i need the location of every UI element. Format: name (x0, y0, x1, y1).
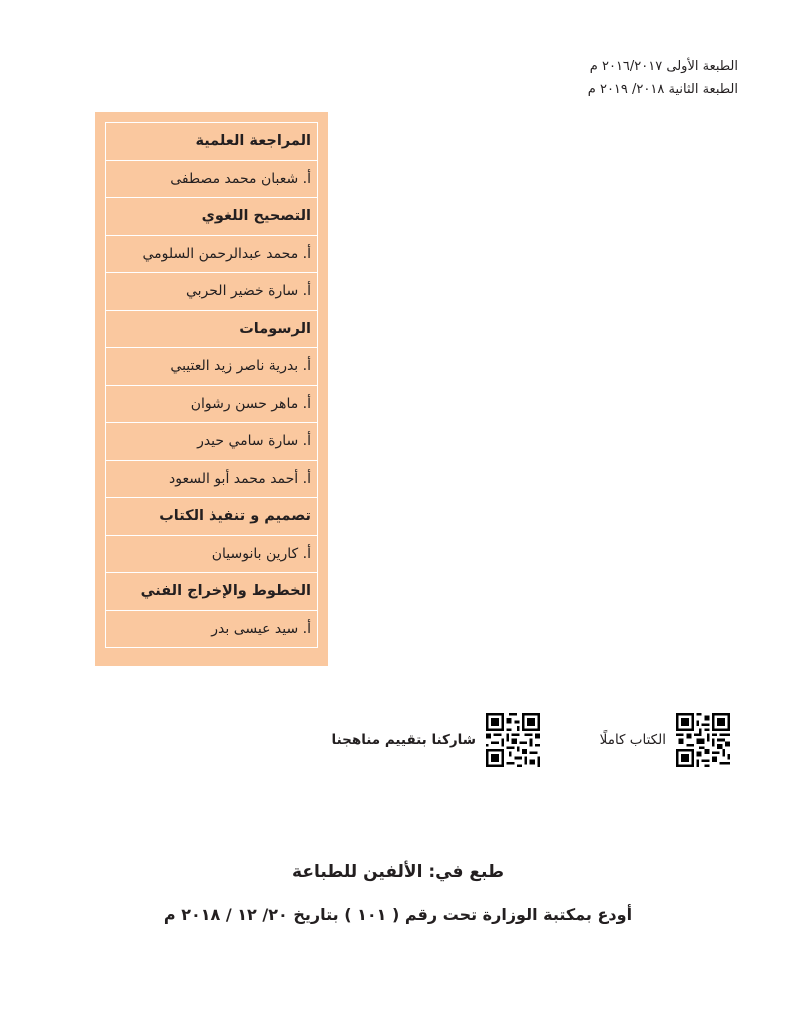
credits-name-row (106, 535, 318, 573)
credits-heading: المراجعة العلمية (106, 123, 318, 161)
printed-by: طبع في: الألفين للطباعة (292, 862, 504, 882)
credits-name: أ. محمد عبدالرحمن السلومي (106, 235, 318, 273)
credits-box (95, 112, 328, 666)
rate-curriculum-label: شاركنا بتقييم مناهجنا (331, 732, 476, 748)
credits-heading-row (106, 498, 318, 536)
credits-name-row (106, 385, 318, 423)
credits-heading: تصميم و تنفيذ الكتاب (106, 498, 318, 536)
credits-heading-row (106, 310, 318, 348)
credits-name: أ. سيد عيسى بدر (106, 610, 318, 648)
credits-name: أ. شعبان محمد مصطفى (106, 160, 318, 198)
credits-table (105, 122, 318, 648)
credits-heading-row (106, 573, 318, 611)
credits-name-row (106, 610, 318, 648)
rate-curriculum-qr-icon[interactable] (486, 713, 540, 767)
credits-name-row (106, 423, 318, 461)
credits-heading-row (106, 198, 318, 236)
full-book-qr-icon[interactable] (676, 713, 730, 767)
credits-name-row (106, 235, 318, 273)
second-edition: الطبعة الثانية ٢٠١٨/ ٢٠١٩ م (587, 82, 738, 97)
credits-name: أ. سارة سامي حيدر (106, 423, 318, 461)
credits-name: أ. أحمد محمد أبو السعود (106, 460, 318, 498)
credits-name-row (106, 460, 318, 498)
credits-heading: الخطوط والإخراج الفني (106, 573, 318, 611)
edition-info (478, 55, 738, 101)
credits-name: أ. سارة خضير الحربي (106, 273, 318, 311)
credits-name: أ. بدرية ناصر زيد العتيبي (106, 348, 318, 386)
credits-name: أ. ماهر حسن رشوان (106, 385, 318, 423)
credits-heading: الرسومات (106, 310, 318, 348)
full-book-label: الكتاب كاملًا (599, 732, 666, 748)
credits-heading: التصحيح اللغوي (106, 198, 318, 236)
credits-name: أ. كارين بانوسيان (106, 535, 318, 573)
credits-heading-row (106, 123, 318, 161)
full-book-qr-block[interactable] (600, 713, 730, 767)
first-edition: الطبعة الأولى ٢٠١٦/٢٠١٧ م (589, 59, 738, 74)
credits-name-row (106, 273, 318, 311)
deposit-info: أودع بمكتبة الوزارة تحت رقم ( ١٠١ ) بتاريخ ٢٠/ ١٢ / ٢٠١٨ م (163, 905, 633, 924)
credits-name-row (106, 348, 318, 386)
credits-name-row (106, 160, 318, 198)
rate-curriculum-qr-block[interactable] (332, 713, 540, 767)
